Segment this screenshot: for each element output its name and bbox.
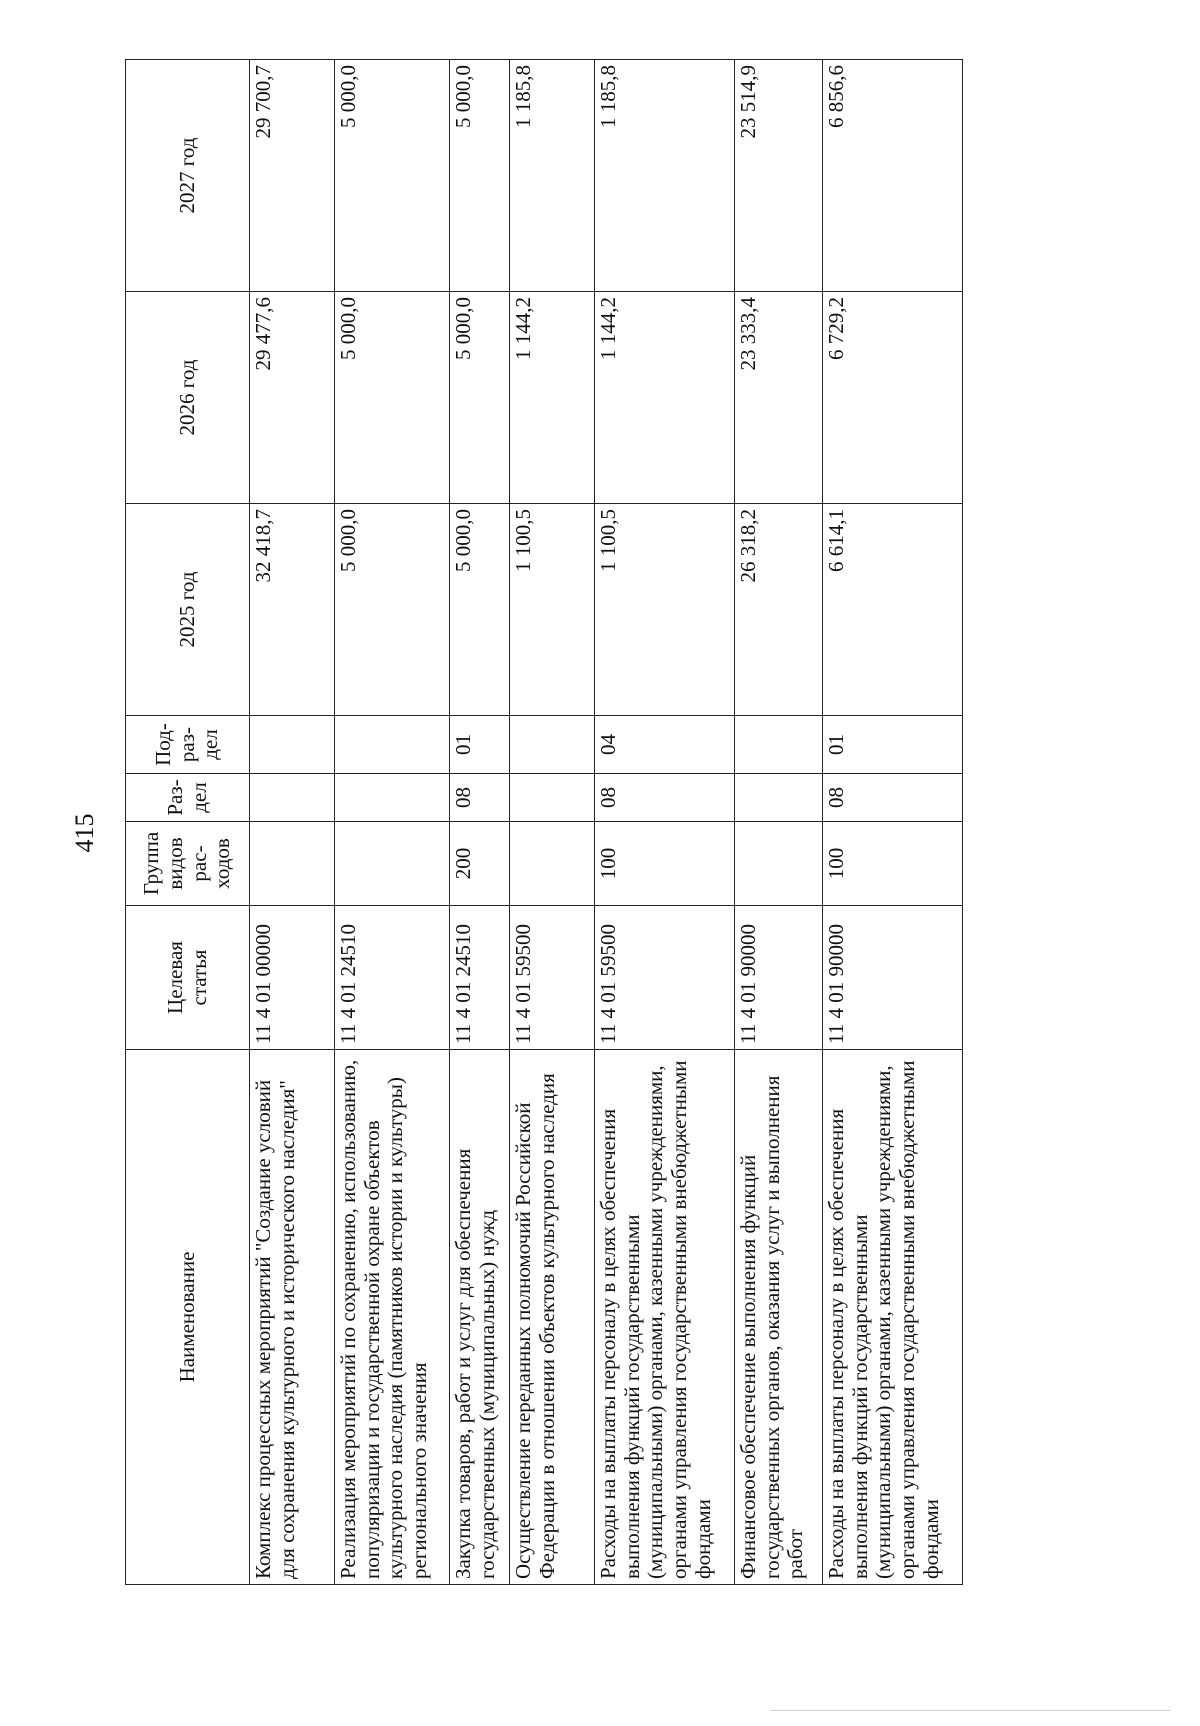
cell-2025: 5 000,0 xyxy=(450,504,510,716)
table-row xyxy=(335,60,450,1585)
cell-section xyxy=(250,774,335,822)
cell-name: Комплекс процессных мероприятий "Создание условий для сохранения культурного и исторического наследия" xyxy=(250,1050,335,1585)
cell-section xyxy=(735,774,823,822)
cell-subsection xyxy=(250,716,335,774)
cell-2027: 1 185,8 xyxy=(595,60,735,292)
cell-target-article: 11 4 01 90000 xyxy=(735,906,823,1050)
cell-2027: 6 856,6 xyxy=(823,60,963,292)
cell-2025: 1 100,5 xyxy=(510,504,595,716)
cell-name: Финансовое обеспечение выполнения функций государственных органов, оказания услуг и выполнения работ xyxy=(735,1050,823,1585)
cell-target-article: 11 4 01 59500 xyxy=(510,906,595,1050)
header-expense-group: Группа видов рас-ходов xyxy=(126,822,250,906)
cell-target-article: 11 4 01 24510 xyxy=(450,906,510,1050)
cell-2027: 23 514,9 xyxy=(735,60,823,292)
cell-2026: 5 000,0 xyxy=(335,292,450,504)
cell-2027: 1 185,8 xyxy=(510,60,595,292)
header-2025: 2025 год xyxy=(126,504,250,716)
cell-target-article: 11 4 01 00000 xyxy=(250,906,335,1050)
cell-name: Закупка товаров, работ и услуг для обеспечения государственных (муниципальных) нужд xyxy=(450,1050,510,1585)
cell-expense-group: 100 xyxy=(595,822,735,906)
table-header-row xyxy=(126,60,250,1585)
cell-expense-group: 200 xyxy=(450,822,510,906)
cell-expense-group xyxy=(335,822,450,906)
cell-2026: 5 000,0 xyxy=(450,292,510,504)
budget-table xyxy=(125,59,963,1585)
cell-subsection xyxy=(510,716,595,774)
cell-2027: 29 700,7 xyxy=(250,60,335,292)
table-row xyxy=(735,60,823,1585)
header-name: Наименование xyxy=(126,1050,250,1585)
header-section: Раз-дел xyxy=(126,774,250,822)
cell-subsection: 01 xyxy=(450,716,510,774)
cell-2025: 1 100,5 xyxy=(595,504,735,716)
table-row xyxy=(450,60,510,1585)
cell-2026: 29 477,6 xyxy=(250,292,335,504)
cell-2025: 32 418,7 xyxy=(250,504,335,716)
cell-expense-group xyxy=(510,822,595,906)
budget-table-sheet xyxy=(125,60,1018,1585)
cell-section xyxy=(335,774,450,822)
cell-2027: 5 000,0 xyxy=(450,60,510,292)
cell-expense-group xyxy=(250,822,335,906)
table-row xyxy=(250,60,335,1585)
cell-2026: 23 333,4 xyxy=(735,292,823,504)
table-row xyxy=(595,60,735,1585)
header-subsection: Под-раз-дел xyxy=(126,716,250,774)
cell-2026: 6 729,2 xyxy=(823,292,963,504)
cell-2026: 1 144,2 xyxy=(510,292,595,504)
cell-subsection: 01 xyxy=(823,716,963,774)
table-row xyxy=(823,60,963,1585)
cell-target-article: 11 4 01 24510 xyxy=(335,906,450,1050)
cell-2027: 5 000,0 xyxy=(335,60,450,292)
cell-name: Расходы на выплаты персоналу в целях обеспечения выполнения функций государственными (муниципальными) органами, казенными учреждениями, органами управления государственными внебюджетными фондами xyxy=(595,1050,735,1585)
cell-name: Расходы на выплаты персоналу в целях обеспечения выполнения функций государственными (муниципальными) органами, казенными учреждениями, органами управления государственными внебюджетными фондами xyxy=(823,1050,963,1585)
cell-name: Реализация мероприятий по сохранению, использованию, популяризации и государственной охране объектов культурного наследия (памятников истории и культуры) регионального значения xyxy=(335,1050,450,1585)
cell-subsection xyxy=(335,716,450,774)
page-number: 415 xyxy=(70,813,99,853)
cell-2025: 26 318,2 xyxy=(735,504,823,716)
scan-edge-line xyxy=(770,1710,1170,1711)
header-2027: 2027 год xyxy=(126,60,250,292)
cell-expense-group xyxy=(735,822,823,906)
cell-2025: 5 000,0 xyxy=(335,504,450,716)
cell-2025: 6 614,1 xyxy=(823,504,963,716)
cell-section: 08 xyxy=(595,774,735,822)
header-target-article: Целевая статья xyxy=(126,906,250,1050)
cell-subsection xyxy=(735,716,823,774)
cell-expense-group: 100 xyxy=(823,822,963,906)
cell-section: 08 xyxy=(823,774,963,822)
cell-subsection: 04 xyxy=(595,716,735,774)
cell-section xyxy=(510,774,595,822)
header-2026: 2026 год xyxy=(126,292,250,504)
cell-name: Осуществление переданных полномочий Российской Федерации в отношении объектов культурного наследия xyxy=(510,1050,595,1585)
cell-target-article: 11 4 01 59500 xyxy=(595,906,735,1050)
cell-target-article: 11 4 01 90000 xyxy=(823,906,963,1050)
cell-2026: 1 144,2 xyxy=(595,292,735,504)
cell-section: 08 xyxy=(450,774,510,822)
table-row xyxy=(510,60,595,1585)
